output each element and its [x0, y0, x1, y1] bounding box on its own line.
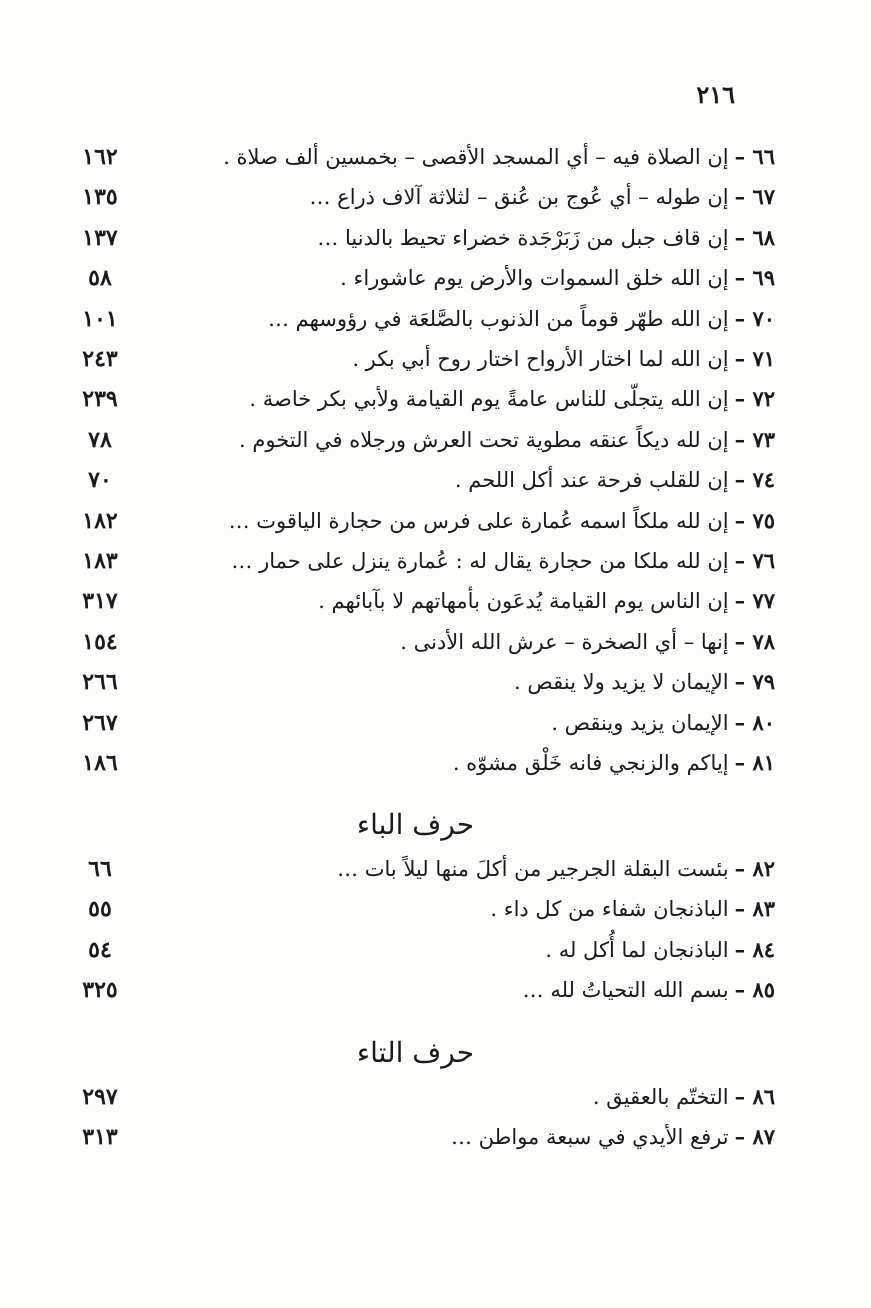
- entry-text-line: [337, 856, 775, 881]
- index-entry: [0, 463, 871, 503]
- entry-page-ref: ١٥٤: [82, 628, 118, 655]
- entry-text: إن الله يتجلّى للناس عامةً يوم القيامة ولأبي بكر خاصة .: [249, 387, 729, 412]
- entry-number: ٧٢ –: [734, 386, 775, 412]
- entry-text-line: [309, 184, 775, 209]
- entry-page-ref: ٧٠: [88, 467, 112, 494]
- index-entry: [0, 180, 871, 220]
- index-entry: [0, 261, 871, 301]
- entry-text: إن الله لما اختار الأرواح اختار روح أبي بكر .: [352, 347, 729, 371]
- entry-text-line: [249, 386, 775, 411]
- index-entry: [0, 584, 871, 624]
- entry-page-ref: ٢٦٦: [82, 669, 118, 696]
- entry-page-ref: ١٦٢: [82, 144, 118, 170]
- entry-number: ٨٠ –: [734, 709, 775, 735]
- entry-page-ref: ١٣٧: [82, 224, 118, 251]
- entry-number: ٧٨ –: [734, 628, 775, 654]
- entry-text-line: [229, 508, 775, 533]
- entry-page-ref: ٢٦٧: [82, 709, 118, 736]
- entry-number: ٨٧ –: [734, 1124, 775, 1150]
- entry-number: ٨٣ –: [734, 896, 775, 922]
- entry-text: الباذنجان شفاء من كل داء .: [490, 897, 729, 922]
- entry-page-ref: ٢٩٧: [82, 1084, 118, 1110]
- entry-text-line: [223, 144, 775, 169]
- entry-text: إن لله ملكا من حجارة يقال له : عُمارة ينزل على حمار …: [231, 549, 729, 573]
- entry-text-line: [514, 669, 775, 694]
- entry-text: إن لله ديكاً عنقه مطوية تحت العرش ورجلاه في التخوم .: [239, 427, 729, 452]
- entry-number: ٦٦ –: [734, 144, 775, 169]
- entry-page-ref: ١٠١: [82, 305, 118, 332]
- index-entry: [0, 746, 871, 786]
- index-entry: [0, 665, 871, 705]
- entry-text-line: [453, 750, 775, 775]
- entry-number: ٨٤ –: [734, 936, 775, 962]
- index-entry: [0, 544, 871, 584]
- entry-text: التختّم بالعقيق .: [592, 1085, 729, 1109]
- entry-page-ref: ٢٤٣: [82, 346, 118, 372]
- entry-text: الباذنجان لما أُكل له .: [545, 937, 729, 962]
- entry-number: ٦٨ –: [734, 224, 775, 250]
- index-entry: [0, 933, 871, 973]
- entry-page-ref: ١٨٢: [82, 507, 118, 534]
- entry-text-line: [268, 306, 775, 331]
- section-heading: حرف التاء: [356, 1036, 475, 1069]
- entry-number: ٧٥ –: [734, 507, 775, 533]
- page-number: ٢١٦: [696, 80, 735, 109]
- entry-page-ref: ٢٣٩: [82, 386, 118, 413]
- index-entry: [0, 1080, 871, 1120]
- entry-number: ٨٢ –: [734, 856, 775, 881]
- entry-number: ٨٥ –: [734, 977, 775, 1003]
- entry-number: ٧٧ –: [734, 588, 775, 614]
- entry-text: إن الناس يوم القيامة يُدعَون بأمهاتهم لا بآبائهم .: [318, 589, 729, 614]
- entry-text-line: [545, 937, 775, 962]
- entry-text: إن قاف جبل من زَبَرْجَدة خضراء تحيط بالدنيا …: [317, 225, 729, 250]
- entry-text: إياكم والزنجي فانه خَلْق مشوّه .: [452, 751, 729, 775]
- entry-page-ref: ٣١٣: [82, 1124, 118, 1151]
- entry-text: الإيمان لا يزيد ولا ينقص .: [514, 670, 729, 695]
- entry-number: ٨٦ –: [734, 1084, 775, 1109]
- index-entry: [0, 706, 871, 746]
- index-entry: [0, 423, 871, 463]
- entry-page-ref: ١٣٥: [82, 184, 118, 211]
- entry-text-line: [317, 225, 775, 250]
- entry-text: بسم الله التحياتُ لله …: [522, 978, 729, 1003]
- entry-page-ref: ١٨٦: [82, 750, 118, 776]
- entry-text-line: [239, 427, 775, 452]
- entry-page-ref: ٦٦: [88, 856, 112, 882]
- index-entry: [0, 852, 871, 892]
- entry-text: الإيمان يزيد وينقص .: [551, 710, 729, 735]
- entry-text-line: [231, 548, 775, 573]
- entry-number: ٧٦ –: [734, 548, 775, 573]
- entry-page-ref: ٣٢٥: [82, 977, 118, 1004]
- entry-number: ٦٧ –: [734, 184, 775, 210]
- entry-text: إنها – أي الصخرة – عرش الله الأدنى .: [400, 629, 729, 654]
- index-entry: [0, 302, 871, 342]
- entry-page-ref: ٥٤: [88, 936, 112, 963]
- entry-page-ref: ٧٨: [88, 426, 112, 453]
- index-entry: [0, 140, 871, 180]
- entry-number: ٧٩ –: [734, 669, 775, 695]
- index-entry: [0, 625, 871, 665]
- entry-text-line: [551, 710, 775, 735]
- entry-text: إن الله طهّر قوماً من الذنوب بالصَّلعَة في رؤوسهم …: [267, 306, 729, 331]
- index-entry: [0, 382, 871, 422]
- entry-text-line: [318, 588, 775, 613]
- entry-text-line: [593, 1084, 775, 1109]
- entry-text: بئست البقلة الجرجير من أكلَ منها ليلاً بات …: [337, 857, 729, 881]
- entry-text-line: [455, 467, 775, 492]
- entry-text: إن طوله – أي عُوج بن عُنق – لثلاثة آلاف ذراع …: [309, 185, 729, 210]
- section-heading: حرف الباء: [356, 808, 475, 841]
- index-entry: [0, 973, 871, 1013]
- index-entry: [0, 1120, 871, 1160]
- entry-text: إن الله خلق السموات والأرض يوم عاشوراء .: [340, 266, 729, 291]
- entry-number: ٧٠ –: [734, 305, 775, 331]
- entry-page-ref: ٣١٧: [82, 588, 118, 615]
- entry-text: إن الصلاة فيه – أي المسجد الأقصى – بخمسين ألف صلاة .: [223, 145, 729, 169]
- entry-text-line: [352, 346, 775, 371]
- entry-text-line: [490, 896, 775, 921]
- entry-number: ٨١ –: [734, 750, 775, 775]
- entry-page-ref: ٥٨: [88, 265, 112, 292]
- entry-text-line: [400, 629, 775, 654]
- entry-text: إن لله ملكاً اسمه عُمارة على فرس من حجارة الياقوت …: [228, 508, 729, 533]
- entry-text-line: [523, 977, 775, 1002]
- index-entry: [0, 342, 871, 382]
- entry-number: ٧٤ –: [734, 467, 775, 493]
- entry-number: ٦٩ –: [734, 265, 775, 291]
- index-entry: [0, 892, 871, 932]
- entry-number: ٧١ –: [734, 346, 775, 371]
- entry-number: ٧٣ –: [734, 426, 775, 452]
- entry-page-ref: ١٨٣: [82, 548, 118, 574]
- entry-text-line: [451, 1124, 775, 1149]
- entry-text-line: [340, 265, 775, 290]
- entry-text: إن للقلب فرحة عند أكل اللحم .: [454, 468, 729, 493]
- index-entry: [0, 221, 871, 261]
- index-entry: [0, 504, 871, 544]
- entry-text: ترفع الأيدي في سبعة مواطن …: [450, 1125, 729, 1150]
- entry-page-ref: ٥٥: [88, 896, 112, 923]
